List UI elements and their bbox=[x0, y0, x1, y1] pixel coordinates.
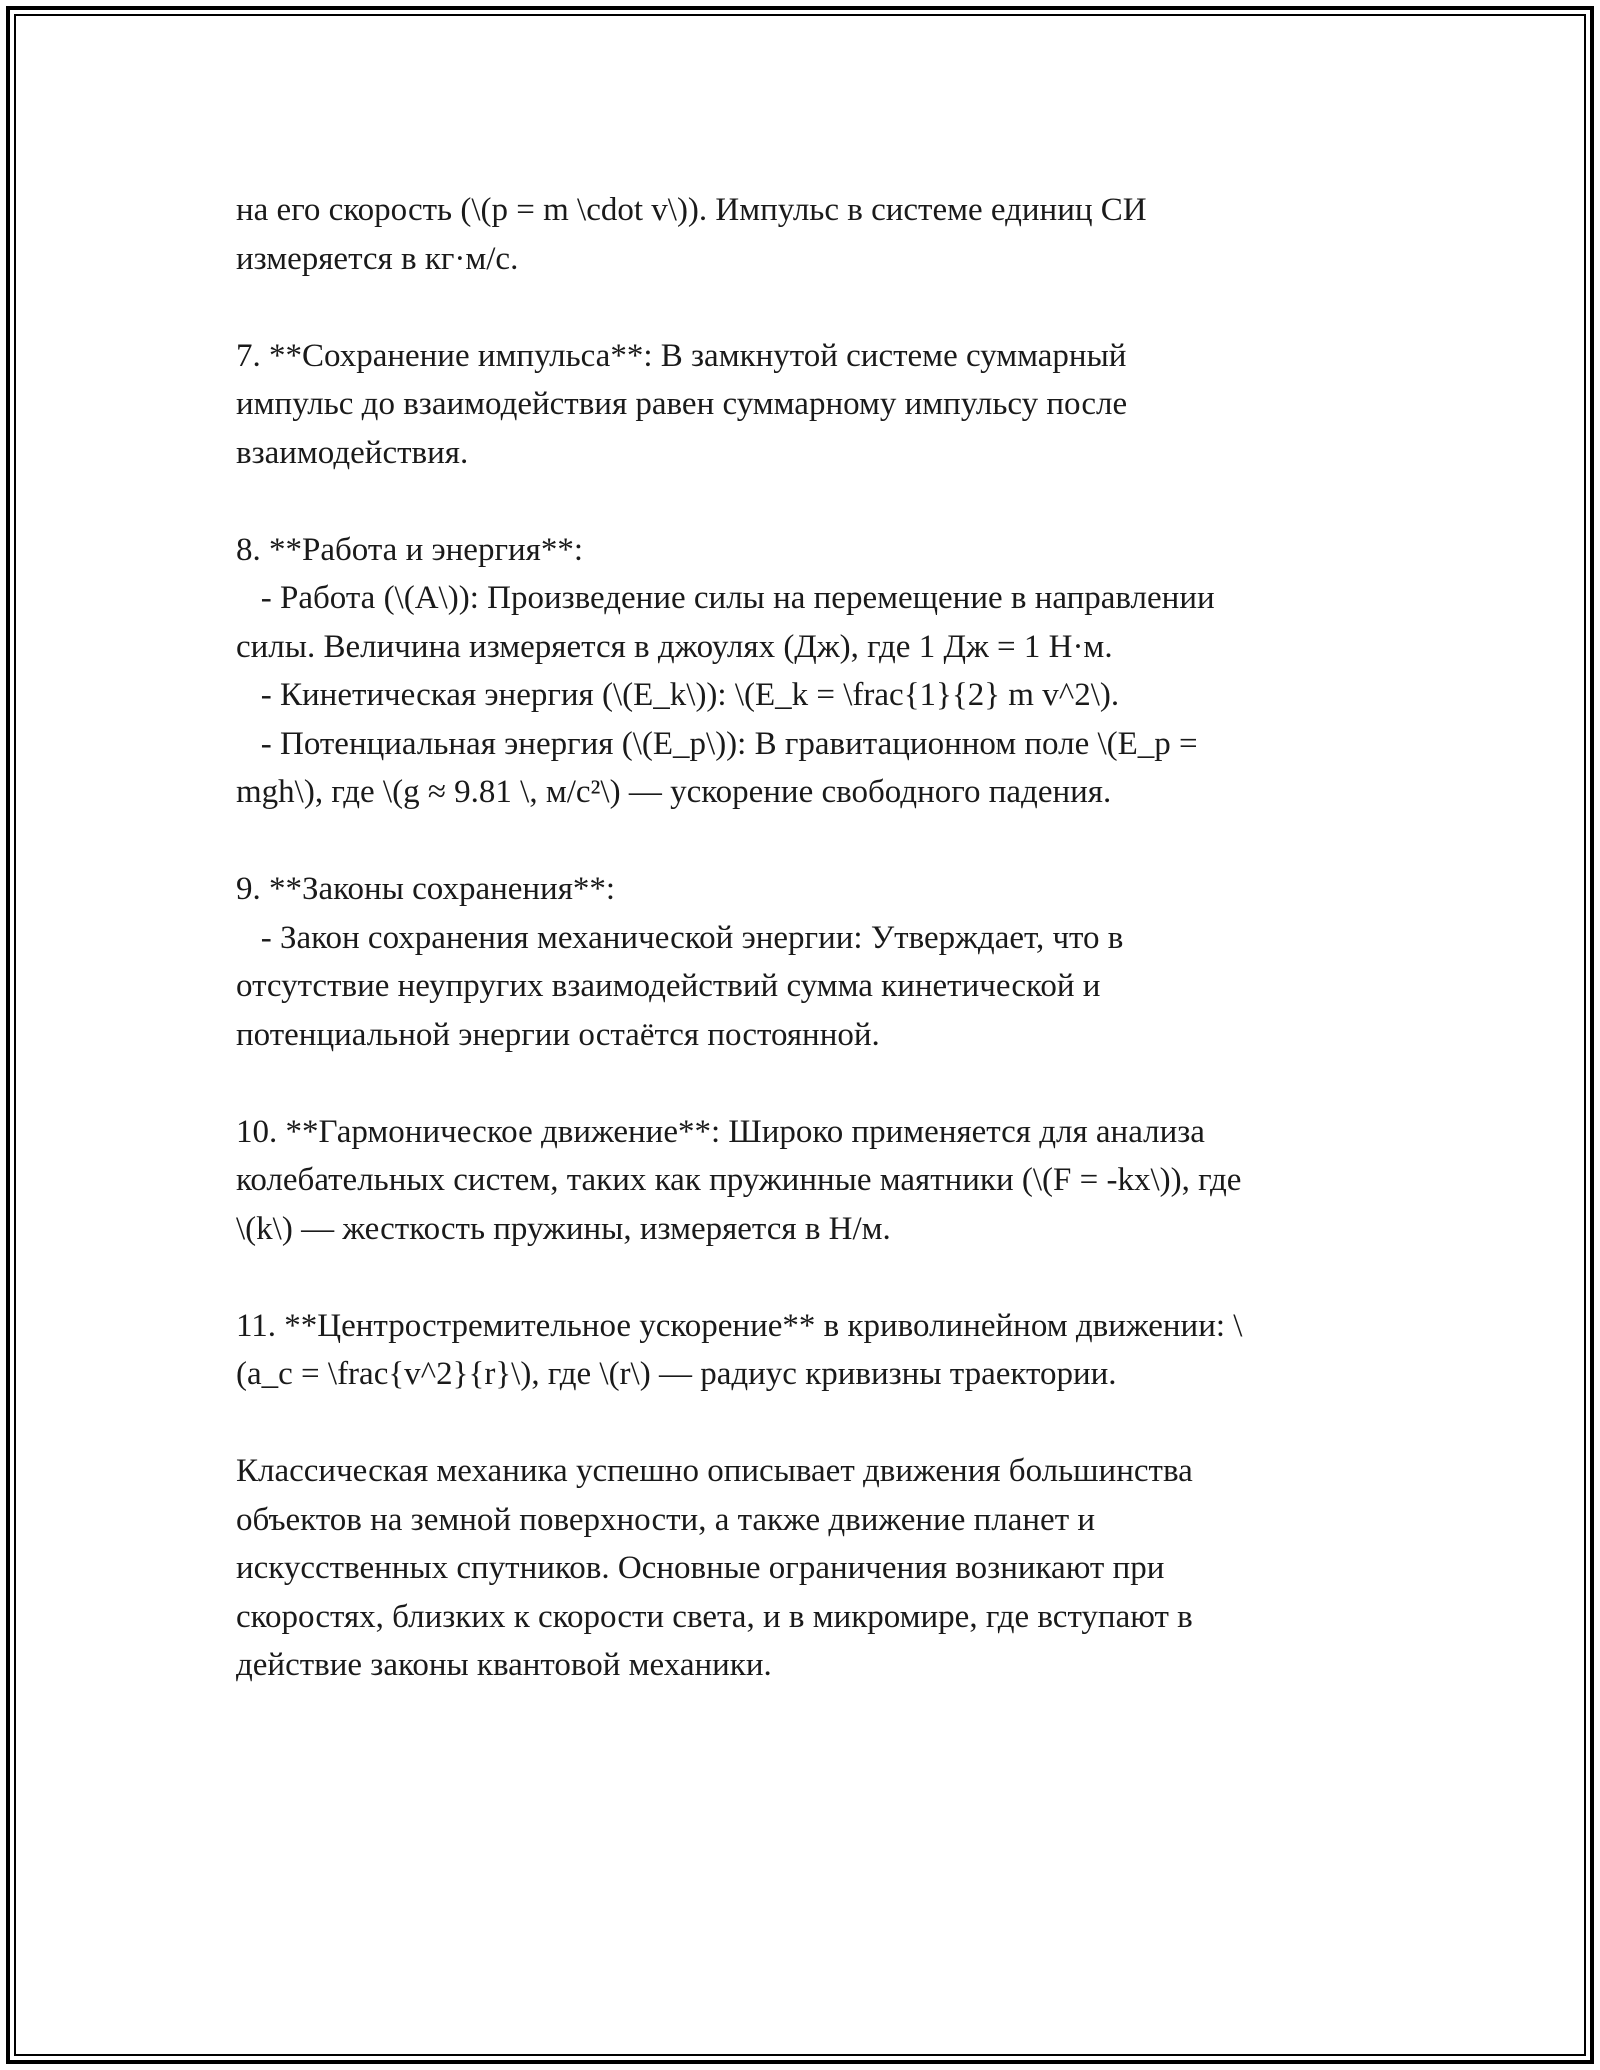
paragraph-conclusion bbox=[236, 1447, 1376, 1690]
paragraph-item-7 bbox=[236, 332, 1376, 478]
text-line: - Закон сохранения механической энергии: Утверждает, что в bbox=[236, 919, 1124, 956]
text-line: взаимодействия. bbox=[236, 434, 469, 471]
paragraph-gap bbox=[236, 477, 1376, 526]
paragraph-momentum-end bbox=[236, 186, 1376, 283]
paragraph-gap bbox=[236, 283, 1376, 332]
text-line: 9. **Законы сохранения**: bbox=[236, 871, 616, 907]
text-line: 11. **Центростремительное ускорение** в криволинейном движении: \ bbox=[236, 1307, 1243, 1344]
text-line: 7. **Сохранение импульса**: В замкнутой системе суммарный bbox=[236, 337, 1127, 374]
text-line: объектов на земной поверхности, а также движение планет и bbox=[236, 1501, 1096, 1538]
text-line: скоростях, близких к скорости света, и в микромире, где вступают в bbox=[236, 1598, 1193, 1635]
text-line: - Кинетическая энергия (\(E_k\)): \(E_k = \frac{1}{2} m v^2\). bbox=[236, 677, 1120, 713]
text-line: mgh\), где \(g ≈ 9.81 \, м/с²\) — ускорение свободного падения. bbox=[236, 774, 1112, 810]
text-line: 10. **Гармоническое движение**: Широко применяется для анализа bbox=[236, 1113, 1205, 1150]
paragraph-item-11 bbox=[236, 1302, 1376, 1399]
paragraph-gap bbox=[236, 1059, 1376, 1108]
text-line: (a_c = \frac{v^2}{r}\), где \(r\) — радиус кривизны траектории. bbox=[236, 1356, 1117, 1392]
text-line: - Потенциальная энергия (\(E_p\)): В гравитационном поле \(E_p = bbox=[236, 725, 1198, 762]
text-line: колебательных систем, таких как пружинные маятники (\(F = -kx\)), где bbox=[236, 1162, 1242, 1198]
text-line: 8. **Работа и энергия**: bbox=[236, 531, 583, 568]
paragraph-gap bbox=[236, 1399, 1376, 1448]
text-line: \(k\) — жесткость пружины, измеряется в Н/м. bbox=[236, 1210, 891, 1247]
paragraph-item-10 bbox=[236, 1108, 1376, 1254]
text-line: Классическая механика успешно описывает движения большинства bbox=[236, 1453, 1193, 1489]
document-body bbox=[236, 186, 1376, 1690]
text-line: силы. Величина измеряется в джоулях (Дж), где 1 Дж = 1 Н·м. bbox=[236, 628, 1113, 665]
text-line: - Работа (\(A\)): Произведение силы на перемещение в направлении bbox=[236, 580, 1215, 616]
text-line: действие законы квантовой механики. bbox=[236, 1647, 772, 1683]
paragraph-gap bbox=[236, 817, 1376, 866]
text-line: искусственных спутников. Основные ограничения возникают при bbox=[236, 1550, 1165, 1586]
text-line: импульс до взаимодействия равен суммарному импульсу после bbox=[236, 386, 1128, 422]
paragraph-item-8 bbox=[236, 526, 1376, 817]
paragraph-gap bbox=[236, 1253, 1376, 1302]
text-line: потенциальной энергии остаётся постоянной. bbox=[236, 1016, 880, 1053]
text-line: измеряется в кг·м/с. bbox=[236, 240, 519, 277]
text-line: на его скорость (\(p = m \cdot v\)). Импульс в системе единиц СИ bbox=[236, 192, 1147, 228]
paragraph-item-9 bbox=[236, 865, 1376, 1059]
text-line: отсутствие неупругих взаимодействий сумма кинетической и bbox=[236, 968, 1101, 1004]
